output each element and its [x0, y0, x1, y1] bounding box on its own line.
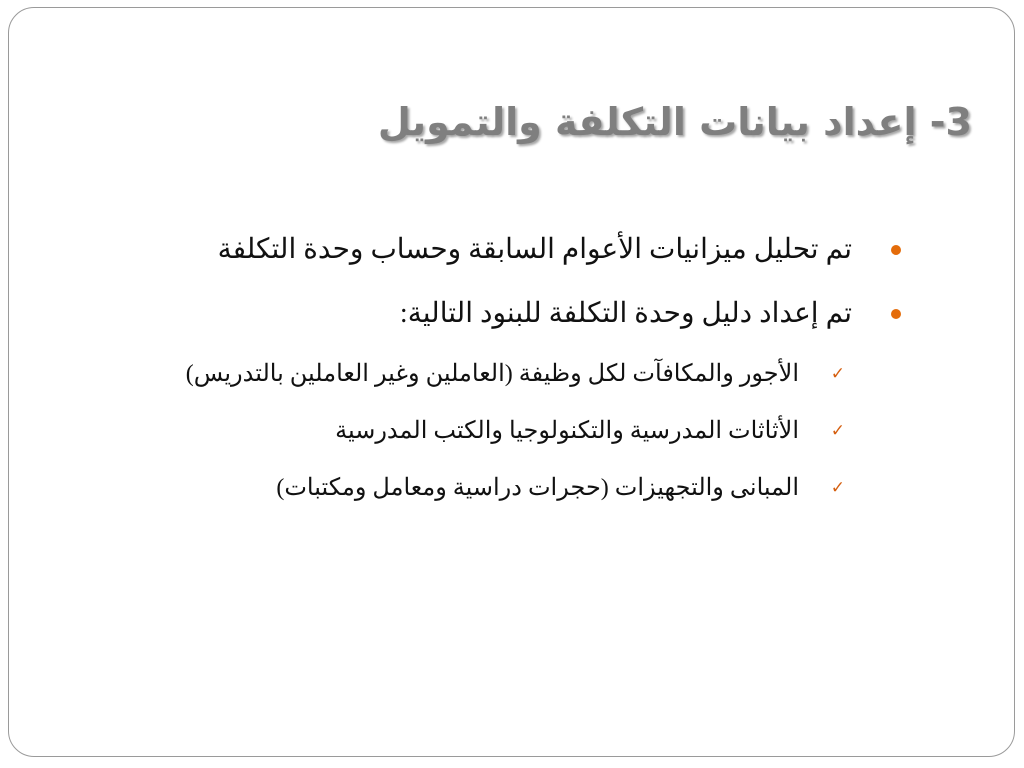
slide-title: 3- إعداد بيانات التكلفة والتمويل	[377, 100, 972, 144]
sub-bullet-item	[8, 354, 1014, 411]
sub-bullet-item	[8, 468, 1014, 525]
slide-frame	[8, 7, 1015, 757]
bullet-text: تم تحليل ميزانيات الأعوام السابقة وحساب وحدة التكلفة	[217, 234, 852, 265]
sub-bullet-item	[8, 411, 1014, 468]
sub-bullet-text: الأثاثات المدرسية والتكنولوجيا والكتب المدرسية	[335, 418, 799, 444]
bullet-item	[8, 226, 1014, 290]
sub-bullet-text: الأجور والمكافآت لكل وظيفة (العاملين وغير العاملين بالتدريس)	[185, 361, 799, 387]
sub-bullet-text: المبانى والتجهيزات (حجرات دراسية ومعامل ومكتبات)	[276, 475, 799, 501]
bullet-text: تم إعداد دليل وحدة التكلفة للبنود التالية:	[399, 298, 852, 329]
checkmark-icon: ✓	[830, 478, 845, 498]
bullet-list	[8, 226, 1014, 525]
checkmark-icon: ✓	[830, 364, 845, 384]
bullet-item	[8, 290, 1014, 354]
bullet-dot-icon	[891, 309, 901, 319]
checkmark-icon: ✓	[830, 421, 845, 441]
bullet-dot-icon	[891, 245, 901, 255]
